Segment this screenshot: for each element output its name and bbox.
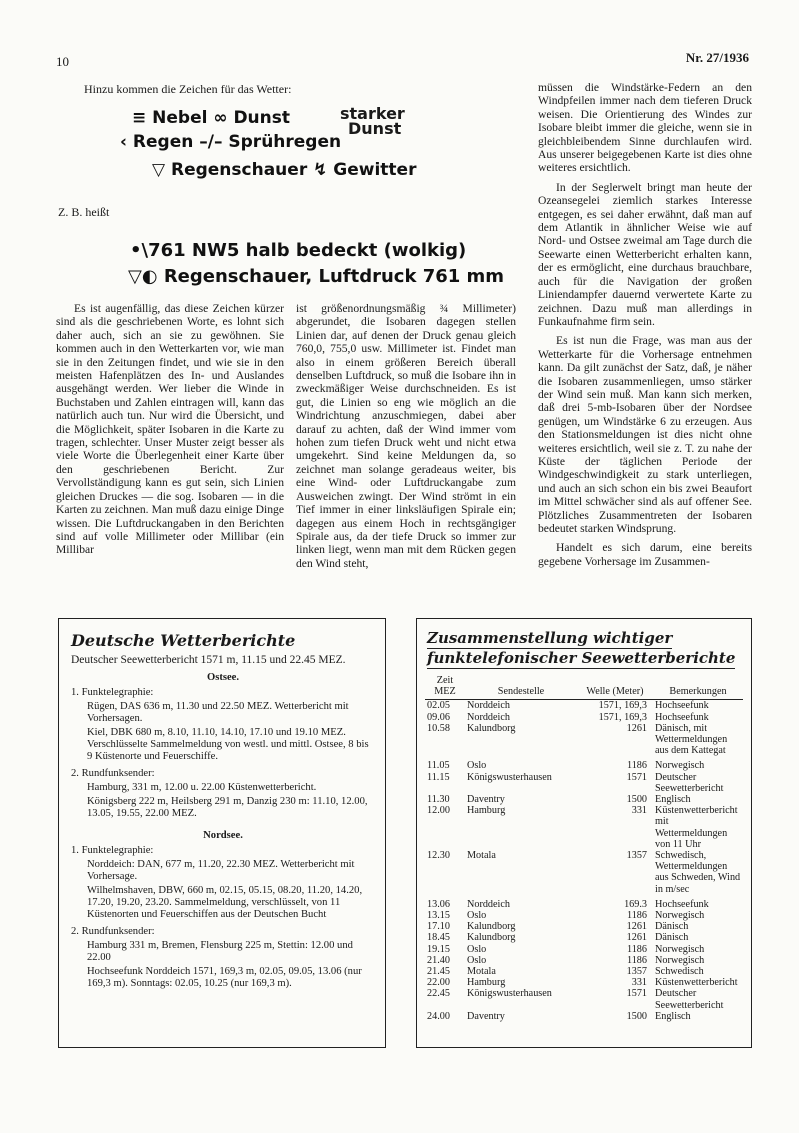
list-item: 1. Funktelegraphie: <box>71 845 154 856</box>
cell-welle: 1357 <box>626 966 647 978</box>
cell-zeit: 11.15 <box>427 771 450 783</box>
table-row <box>425 850 743 895</box>
table-row <box>425 1011 743 1022</box>
table-row <box>425 895 743 910</box>
table-row <box>425 772 743 794</box>
cell-stelle: Motala <box>467 966 496 978</box>
cell-bem: Dänisch, mit Wettermeldungen aus dem Kattegat <box>655 722 728 757</box>
cell-bem: Norwegisch <box>655 760 705 772</box>
cell-stelle: Norddeich <box>467 711 510 723</box>
table-row <box>425 932 743 943</box>
cell-stelle: Königswusterhausen <box>467 988 552 1000</box>
symbol-line-showers: ▽ Regenschauer ↯ Gewitter <box>152 160 417 180</box>
list-item: Königsberg 222 m, Heilsberg 291 m, Danzig 230 m: 11.10, 12.00, 13.05, 19.55, 22.00 MEZ. <box>87 796 368 819</box>
symbol-strong-haze <box>340 106 405 136</box>
cell-bem: Küstenwetterbericht mit Wettermeldungen von 11 Uhr <box>655 805 738 850</box>
col-header-zeit: Zeit MEZ <box>425 673 465 700</box>
cell-welle: 1571 <box>626 771 647 783</box>
cell-bem: Deutscher Seewetterbericht <box>655 988 724 1011</box>
cell-bem: Hochseefunk <box>655 711 709 723</box>
cell-stelle: Hamburg <box>467 805 506 817</box>
cell-bem: Küstenwetterbericht <box>655 977 738 989</box>
cell-welle: 331 <box>631 977 647 989</box>
cell-stelle: Königswusterhausen <box>467 771 552 783</box>
list-item: Hamburg 331 m, Bremen, Flensburg 225 m, Stettin: 12.00 und 22.00 <box>87 940 353 963</box>
cell-stelle: Daventry <box>467 794 505 806</box>
cell-zeit: 18.45 <box>427 932 450 944</box>
cell-bem: Norwegisch <box>655 910 705 922</box>
col-header-bemerkungen: Bemerkungen <box>653 673 743 700</box>
list-item: 1. Funktelegraphie: <box>71 687 154 698</box>
cell-zeit: 13.06 <box>427 898 450 910</box>
cell-bem: Englisch <box>655 794 691 806</box>
cell-zeit: 11.05 <box>427 760 450 772</box>
cell-stelle: Hamburg <box>467 977 506 989</box>
intro-text: Hinzu kommen die Zeichen für das Wetter: <box>84 82 292 96</box>
column-3 <box>538 81 752 568</box>
table-row <box>425 910 743 921</box>
table-row <box>425 700 743 712</box>
col-header-welle: Welle (Meter) <box>577 673 653 700</box>
schedule-table <box>425 673 743 1022</box>
symbol-line-rain: ‹ Regen –/– Sprühregen <box>120 132 342 152</box>
symbol-line-fog-haze: ≡ Nebel ∞ Dunst <box>132 108 291 128</box>
box1-title: Deutsche Wetterberichte <box>71 631 296 650</box>
box1-body <box>71 672 375 990</box>
box-seewetterberichte <box>416 618 752 1048</box>
example-label: Z. B. heißt <box>58 205 110 219</box>
cell-bem: Hochseefunk <box>655 898 709 910</box>
box2-title-line1: Zusammenstellung wichtiger <box>427 629 673 647</box>
cell-zeit: 11.30 <box>427 794 450 806</box>
page-number: 10 <box>56 54 69 69</box>
cell-zeit: 22.45 <box>427 988 450 1000</box>
cell-stelle: Oslo <box>467 760 487 772</box>
list-item: 2. Rundfunksender: <box>71 768 155 779</box>
cell-stelle: Oslo <box>467 910 487 922</box>
table-row <box>425 944 743 955</box>
cell-stelle: Motala <box>467 850 496 862</box>
cell-stelle: Oslo <box>467 954 487 966</box>
cell-bem: Hochseefunk <box>655 700 709 712</box>
cell-stelle: Oslo <box>467 943 487 955</box>
col3-paragraph: Es ist nun die Frage, was man aus der Wetterkarte für die Vorhersage entnehmen kann. Da gilt zunächst der Satz, daß, je näher die Isobaren zusammenliegen, umso stärker der Wind sein muß. Man kann sich merken, daß drei 5-mb-Isobaren über der Nordsee genügen, um Windstärke 6 zu erzeugen. Aus den Stationsmeldungen ist dies nicht ohne weiteres ersichtlich, weil sie z. T. zu nahe der Küste der täglichen Periode der Windgeschwindigkeit zu stark unterliegen, und auch an sich schon ein bis zwei Beaufort im Mittel schwächer sind als auf offener See. Plötzliches Zusammentreten der Isobaren bedeutet starken Windsprung. <box>538 334 752 535</box>
starker-label: starker <box>340 104 405 123</box>
cell-welle: 1500 <box>626 1010 647 1022</box>
cell-stelle: Norddeich <box>467 898 510 910</box>
box2-title <box>427 629 751 669</box>
cell-welle: 1500 <box>626 794 647 806</box>
table-row <box>425 805 743 850</box>
section-nordsee: Nordsee. <box>203 830 243 841</box>
cell-bem: Schwedisch <box>655 966 704 978</box>
table-row <box>425 966 743 977</box>
box-deutsche-wetterberichte <box>58 618 386 1048</box>
column-1 <box>56 302 284 557</box>
cell-welle: 1186 <box>627 910 647 922</box>
table-row <box>425 988 743 1010</box>
cell-welle: 169.3 <box>624 898 647 910</box>
list-item: Wilhelmshaven, DBW, 660 m, 02.15, 05.15, 08.20, 11.20, 14.20, 17.20, 19.20, 23.20. Sammelmeldung, verschlüsselt, von 11 Küstenorten und Feuerschiffen aus der Deutschen Bucht <box>87 885 363 920</box>
list-item: Kiel, DBK 680 m, 8.10, 11.10, 14.10, 17.10 und 19.10 MEZ. Verschlüsselte Sammelmeldung von westl. und mittl. Ostsee, 8 bis 9 Küstenorte und Feuerschiffe. <box>87 727 369 762</box>
list-item: Norddeich: DAN, 677 m, 11.20, 22.30 MEZ. Wetterbericht mit Vorhersage. <box>87 859 355 882</box>
cell-stelle: Kalundborg <box>467 932 516 944</box>
box2-title-line2: funktelefonischer Seewetterberichte <box>427 649 736 667</box>
col2-paragraph: ist größenordnungsmäßig ¾ Millimeter) abgerundet, die Isobaren dagegen stellen Linien dar, auf denen der Druck genau gleich 760,0, 755,0 usw. Millimeter ist. Findet man also in einem größeren Bereich überall denselben Luftdruck, so muß die Isobare ihn in zweckmäßiger Weise durchschneiden. Es ist gut, die Linien so eng wie möglich an die Windrichtung anzuschmiegen, dabei aber darauf zu achten, daß der Wind immer vom hohen zum tiefen Druck weht und nicht etwa umgekehrt. Sind keine Meldungen da, so zeichnet man solange geradeaus weiter, bis eine Wind- oder Luftdruckangabe zum Ausweichen zwingt. Der Wind strömt in ein Tief immer in einer linksläufigen Spirale ein; dagegen aus einem Hoch in rechtsgängiger Spirale aus, da der tiefe Druck so immer zur linken liegt, wenn man mit dem Rücken gegen den Wind steht, <box>296 302 516 570</box>
cell-welle: 1571 <box>626 988 647 1000</box>
table-row <box>425 794 743 805</box>
cell-welle: 1261 <box>626 722 647 734</box>
cell-stelle: Norddeich <box>467 700 510 712</box>
cell-stelle: Kalundborg <box>467 722 516 734</box>
cell-stelle: Daventry <box>467 1010 505 1022</box>
cell-bem: Englisch <box>655 1010 691 1022</box>
list-item: Rügen, DAS 636 m, 11.30 und 22.50 MEZ. Wetterbericht mit Vorhersagen. <box>87 701 349 724</box>
cell-bem: Norwegisch <box>655 943 705 955</box>
list-item: Hamburg, 331 m, 12.00 u. 22.00 Küstenwetterbericht. <box>87 782 317 793</box>
col3-paragraph: In der Seglerwelt bringt man heute der Ozeansegelei ziemlich starkes Interesse entgegen, es sei daher erwähnt, daß man auf dem Atlantik in ähnlicher Weise wie auf Nord- und Ostsee zweimal am Tage durch die Seewarte einen Wetterbericht erhalten kann, der es ermöglicht, eine durchaus brauchbare, auch für die Navigation der großen Liniendampfer dauernd verwertete Karte zu zeichnen. Dazu muß man allerdings in Funkaufnahme firm sein. <box>538 180 752 328</box>
table-row <box>425 955 743 966</box>
column-2 <box>296 302 516 570</box>
col1-paragraph: Es ist augenfällig, das diese Zeichen kürzer sind als die geschriebenen Worte, es lohnt sich daher auch, sich an sie zu gewöhnen. Sie kommen auch in den Wetterkarten vor, wie man sie in den Zeitungen findet, und wie sie in den meisten Hafenplätzen des In- und Auslandes ausgehängt werden. Wer lieber die Winde in Buchstaben und Zahlen eintragen will, kann das natürlich auch tun. Nur wird die Übersicht, und die Möglichkeit, später Isobaren in die Karte zu tragen, schlechter. Unser Muster zeigt besser als viele Worte die Überlegenheit einer Karte über den geschriebenen Bericht. Zur Vervollständigung kann es gut sein, sich Linien gleichen Druckes — die sog. Isobaren — in die Karten zu zeichnen. Man muß dazu einige Dinge wissen. Die Luftdruckangaben in den Berichten sind auf volle Millimeter oder Millibar (ein Millibar <box>56 302 284 557</box>
cell-welle: 331 <box>631 805 647 817</box>
cell-bem: Norwegisch <box>655 954 705 966</box>
list-item: 2. Rundfunksender: <box>71 926 155 937</box>
col3-paragraph: Handelt es sich darum, eine bereits gegebene Vorhersage im Zusammen- <box>538 541 752 568</box>
cell-welle: 1186 <box>627 943 647 955</box>
cell-bem: Schwedisch, Wettermeldungen aus Schweden, Wind in m/sec <box>655 850 741 895</box>
cell-zeit: 22.00 <box>427 977 450 989</box>
example-line-2: ▽◐ Regenschauer, Luftdruck 761 mm <box>128 266 505 287</box>
issue-number: Nr. 27/1936 <box>685 50 749 65</box>
cell-welle: 1357 <box>626 850 647 862</box>
cell-welle: 1571, 169,3 <box>598 700 647 712</box>
example-line-1: •\761 NW5 halb bedeckt (wolkig) <box>130 240 467 261</box>
cell-zeit: 24.00 <box>427 1010 450 1022</box>
table-row <box>425 723 743 757</box>
cell-stelle: Kalundborg <box>467 921 516 933</box>
table-row <box>425 977 743 988</box>
cell-zeit: 21.45 <box>427 966 450 978</box>
cell-zeit: 10.58 <box>427 722 450 734</box>
box1-subtitle: Deutscher Seewetterbericht 1571 m, 11.15 und 22.45 MEZ. <box>71 654 346 666</box>
table-row <box>425 756 743 771</box>
cell-zeit: 13.15 <box>427 910 450 922</box>
list-item: Hochseefunk Norddeich 1571, 169,3 m, 02.05, 09.05, 13.06 (nur 169,3 m). Sonntags: 02.05, 10.25 (nur 169,3 m). <box>87 966 362 989</box>
cell-welle: 1186 <box>627 760 647 772</box>
col3-paragraph: müssen die Windstärke-Federn an den Windpfeilen immer nach dem tieferen Druck weisen. Die Orientierung des Windes zur Isobare bleibt immer die gleiche, wenn sie in gleichbleibendem Sinne durchlaufen wird. Aus unserer beigegebenen Karte ist dies ohne weiteres ersichtlich. <box>538 81 752 175</box>
cell-zeit: 17.10 <box>427 921 450 933</box>
cell-bem: Dänisch <box>655 921 689 933</box>
cell-welle: 1261 <box>626 921 647 933</box>
cell-welle: 1571, 169,3 <box>598 711 647 723</box>
cell-zeit: 21.40 <box>427 954 450 966</box>
cell-zeit: 12.30 <box>427 850 450 862</box>
table-row <box>425 712 743 723</box>
cell-welle: 1186 <box>627 954 647 966</box>
cell-bem: Deutscher Seewetterbericht <box>655 771 724 794</box>
cell-zeit: 12.00 <box>427 805 450 817</box>
cell-zeit: 02.05 <box>427 700 450 712</box>
cell-zeit: 19.15 <box>427 943 450 955</box>
table-row <box>425 921 743 932</box>
cell-bem: Dänisch <box>655 932 689 944</box>
section-ostsee: Ostsee. <box>206 672 240 683</box>
cell-welle: 1261 <box>626 932 647 944</box>
col-header-sendestelle: Sendestelle <box>465 673 577 700</box>
dunst-label: Dunst <box>348 119 402 138</box>
cell-zeit: 09.06 <box>427 711 450 723</box>
